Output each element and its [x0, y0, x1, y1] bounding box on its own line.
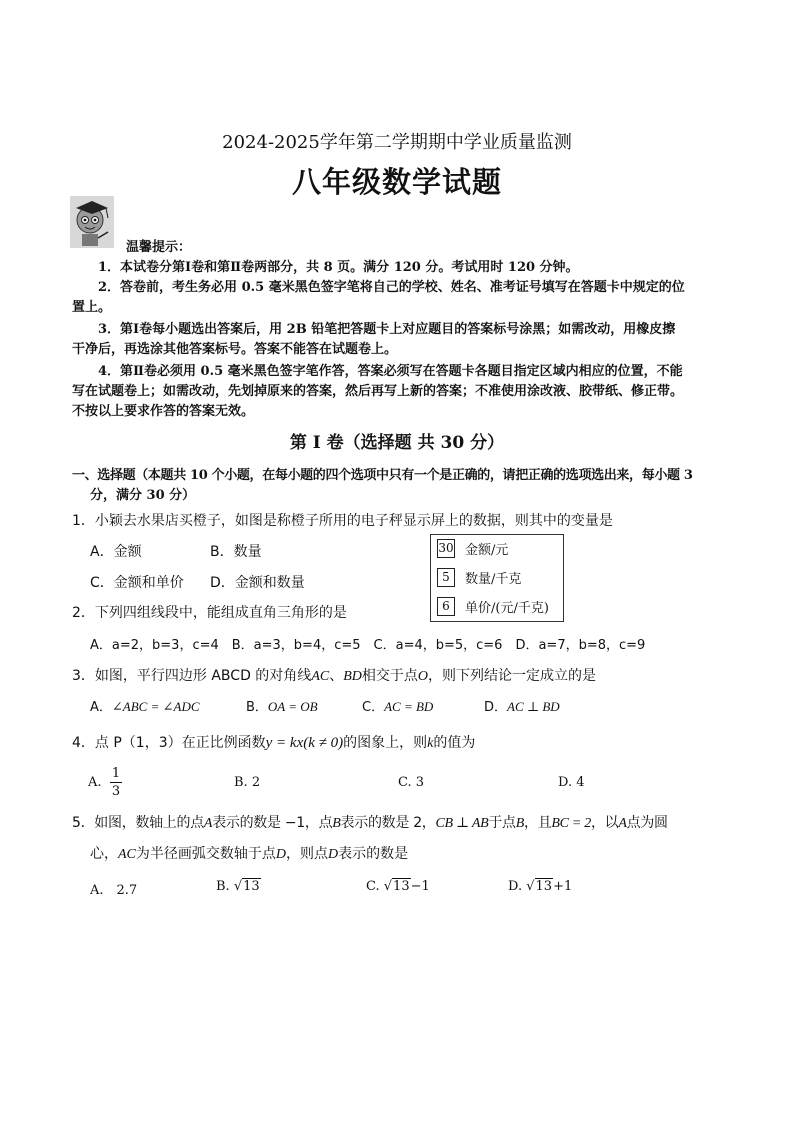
q3-option-b-text: OA = OB: [267, 699, 318, 714]
q5-point-d: D: [275, 847, 287, 862]
q4-stem-mid: 的图象上，则: [343, 735, 428, 751]
q3-option-a: [90, 696, 200, 715]
q5-line-1: [72, 812, 668, 832]
q2-options: A．a=2，b=3，c=4 B．a=3，b=4，c=5 C．a=4，b=5，c=6 D．a=7，b=8，c=9: [90, 638, 646, 653]
notice-line-3a: 3．第Ⅰ卷每小题选出答案后，用 2B 铅笔把答题卡上对应题目的答案标号涂黑；如需改动，用橡皮擦: [98, 322, 676, 337]
scale-display: [430, 534, 564, 622]
scale-value: 30: [437, 539, 455, 558]
q3-bd: BD: [343, 669, 362, 684]
q3-o: O: [417, 669, 428, 684]
option-label: D．: [484, 700, 508, 715]
scale-row-weight: [437, 568, 521, 588]
notice-line-3b: 干净后，再选涂其他答案标号。答案不能答在试题卷上。: [72, 342, 398, 357]
q5-text: ，则点: [286, 846, 329, 862]
notice-line-4a: 4．第Ⅱ卷必须用 0.5 毫米黑色签字笔作答，答案必须写在答题卡各题目指定区域内相应的位置，不能: [98, 364, 683, 379]
q4-option-d: D. 4: [558, 775, 585, 790]
q4-stem-post: 的值为: [433, 735, 476, 751]
scale-value: 5: [437, 568, 455, 587]
q5-point-d: D: [328, 847, 339, 862]
scale-label: 数量/千克: [465, 572, 522, 587]
q4-option-a-fraction: [110, 766, 122, 799]
q5-text: 5．如图，数轴上的点: [72, 815, 204, 831]
fraction-bar: [110, 782, 122, 783]
q5-text: 表示的数是 −1，点: [212, 815, 333, 831]
fraction-numerator: 1: [111, 766, 121, 781]
section-1-title: 第 Ⅰ 卷（选择题 共 30 分）: [289, 433, 505, 453]
q5-text: 于点: [488, 815, 516, 831]
notice-line-1: 1．本试卷分第Ⅰ卷和第Ⅱ卷两部分，共 8 页。满分 120 分。考试用时 120 分钟。: [98, 260, 579, 275]
q5-text: 表示的数是 2，: [340, 815, 436, 831]
sqrt-argument: 13: [535, 879, 553, 894]
q4-option-c: C. 3: [398, 775, 425, 790]
q3-option-b: [246, 696, 318, 715]
q4-formula: y = kx(k ≠ 0): [265, 735, 344, 751]
exam-title: 八年级数学试题: [291, 165, 502, 199]
q3-stem-pre: 3．如图，平行四边形 ABCD 的对角线: [72, 668, 312, 684]
exam-subtitle: 2024-2025学年第二学期期中学业质量监测: [222, 132, 572, 153]
option-label: A．: [90, 700, 112, 715]
scale-row-price: [437, 597, 549, 617]
notice-line-2a: 2．答卷前，考生务必用 0.5 毫米黑色签字笔将自己的学校、姓名、准考证号填写在答题卡中规定的位: [98, 280, 685, 295]
scale-label: 金额/元: [465, 543, 509, 558]
sqrt-argument: 13: [243, 879, 260, 894]
section-1-instructions-b: 分，满分 30 分）: [90, 488, 196, 503]
option-tail: −1: [410, 879, 430, 894]
q5-option-c: C. √13−1: [366, 879, 430, 894]
q1-option-c: C．金额和单价: [90, 575, 184, 591]
option-tail: +1: [553, 879, 573, 894]
q1-option-b: B．数量: [210, 544, 262, 560]
q3-mid: 相交于点: [361, 668, 418, 684]
q5-point-a: A: [203, 816, 213, 831]
q1-option-a: A．金额: [90, 544, 142, 560]
q5-option-d: D. √13+1: [508, 879, 573, 894]
q5-ac: AC: [118, 847, 136, 862]
option-label: C．: [362, 700, 385, 715]
q3-option-d-text: AC ⊥ BD: [507, 699, 560, 714]
q5-point-b: B: [332, 816, 341, 831]
option-label: C.: [366, 879, 380, 894]
notice-heading: 温馨提示：: [126, 240, 192, 255]
q5-text: 心，: [90, 846, 118, 862]
scale-value: 6: [437, 597, 455, 616]
q4-stem-pre: 4．点 P（1，3）在正比例函数: [72, 735, 266, 751]
q5-text: ，以: [590, 815, 619, 831]
q5-text: 表示的数是: [338, 846, 409, 862]
q3-stem-post: ，则下列结论一定成立的是: [428, 668, 596, 684]
q3-ac: AC: [311, 669, 330, 684]
q5-text: 点为圆: [626, 815, 668, 831]
q5-option-a: A. 2.7: [90, 883, 138, 898]
q3-stem: [72, 665, 596, 685]
q5-text: ，且: [524, 815, 552, 831]
scale-row-amount: [437, 539, 508, 559]
q5-perp: CB ⊥ AB: [435, 816, 489, 831]
q1-stem: 1．小颖去水果店买橙子，如图是称橙子所用的电子秤显示屏上的数据，则其中的变量是: [72, 513, 613, 529]
q1-option-d: D．金额和数量: [210, 575, 305, 591]
q3-sep: 、: [329, 668, 344, 684]
q5-point-a: A: [618, 816, 627, 831]
q3-option-c: [362, 696, 433, 715]
section-1-instructions-a: 一、选择题（本题共 10 个小题，在每小题的四个选项中只有一个是正确的，请把正确的选项选出来，每小题 3: [72, 468, 693, 483]
notice-line-4c: 不按以上要求作答的答案无效。: [72, 404, 255, 419]
q3-option-c-text: AC = BD: [384, 699, 434, 714]
q5-point-b: B: [515, 816, 524, 831]
q4-k: k: [427, 736, 434, 751]
q3-option-a-text: ∠ABC = ∠ADC: [111, 699, 200, 714]
sqrt-argument: 13: [393, 879, 410, 894]
notice-line-2b: 置上。: [72, 300, 112, 315]
q2-stem: 2．下列四组线段中，能组成直角三角形的是: [72, 605, 347, 621]
option-label: B.: [216, 879, 230, 894]
graduate-cartoon-icon: [70, 196, 114, 248]
q3-option-d: [484, 696, 560, 715]
notice-line-4b: 写在试题卷上；如需改动，先划掉原来的答案，然后再写上新的答案；不准使用涂改液、胶带纸、修正带。: [72, 384, 684, 399]
q5-bc: BC = 2: [551, 816, 591, 831]
q4-stem: [72, 732, 475, 752]
q5-text: 为半径画弧交数轴于点: [135, 846, 276, 862]
option-label: D.: [508, 879, 523, 894]
q5-line-2: [90, 843, 408, 863]
q5-option-b: B. √13: [216, 879, 260, 894]
q4-option-a-label: A.: [88, 775, 102, 790]
option-label: B．: [246, 700, 268, 715]
fraction-denominator: 3: [111, 784, 121, 799]
scale-label: 单价/(元/千克): [465, 601, 549, 616]
q4-option-b: B. 2: [234, 775, 261, 790]
